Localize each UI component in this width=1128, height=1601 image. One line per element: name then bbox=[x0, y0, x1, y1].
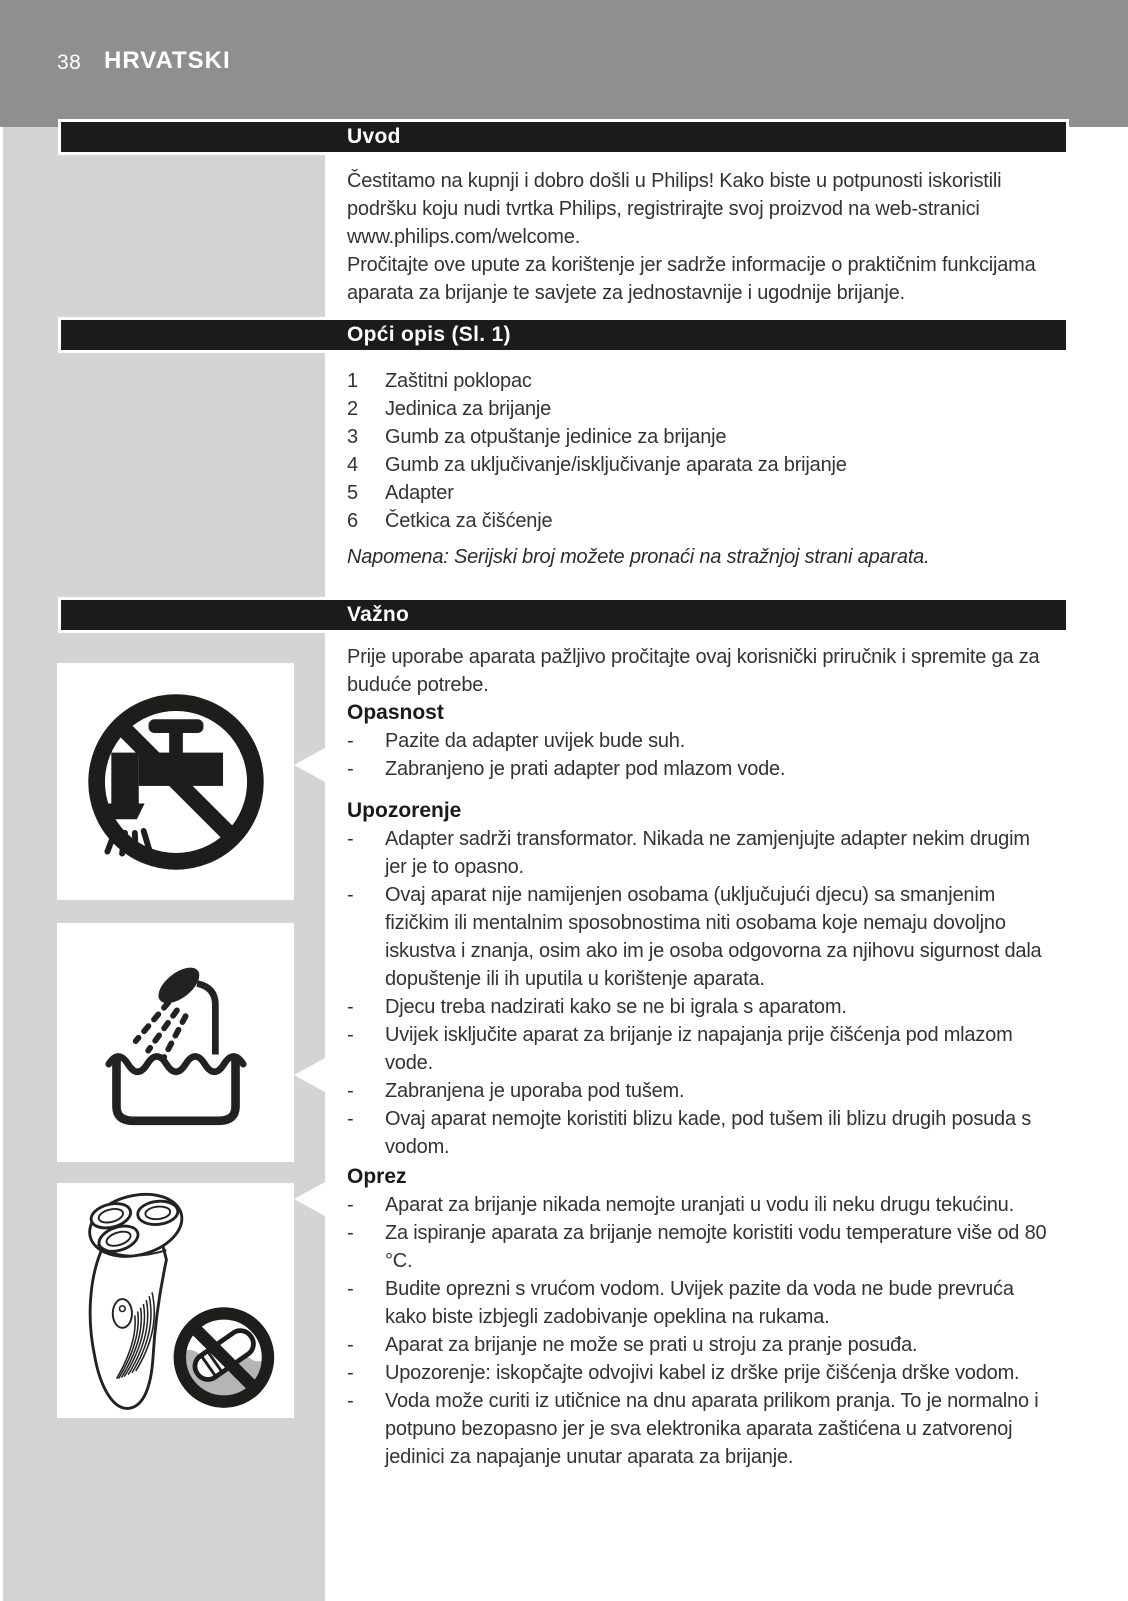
bullet-item bbox=[347, 825, 1050, 881]
item-number: 6 bbox=[347, 510, 358, 532]
section-header-opci-opis bbox=[58, 317, 1069, 353]
subsection-heading-opasnost: Opasnost bbox=[347, 701, 444, 724]
bullet-item bbox=[347, 1219, 1050, 1275]
bullet-text: Uvijek isključite aparat za brijanje iz napajanja prije čišćenja pod mlazom vode. bbox=[385, 1024, 1013, 1074]
bullet-text: Pazite da adapter uvijek bude suh. bbox=[385, 730, 686, 752]
intro-paragraph bbox=[347, 167, 1050, 307]
subsection-heading-oprez: Oprez bbox=[347, 1165, 407, 1188]
list-item bbox=[347, 451, 1050, 479]
bullet-text: Ovaj aparat nemojte koristiti blizu kade, pod tušem ili blizu drugih posuda s vodom. bbox=[385, 1108, 1032, 1158]
bullet-dash: - bbox=[347, 758, 354, 780]
bullet-dash: - bbox=[347, 730, 354, 752]
bullet-dash: - bbox=[347, 1024, 354, 1046]
bullet-text: Za ispiranje aparata za brijanje nemojte koristiti vodu temperature više od 80 °C. bbox=[385, 1222, 1047, 1272]
vazno-intro-paragraph: Prije uporabe aparata pažljivo pročitajte ovaj korisnički priručnik i spremite ga za buduće potrebe. bbox=[347, 646, 1040, 696]
bullet-dash: - bbox=[347, 996, 354, 1018]
bullet-dash: - bbox=[347, 1390, 354, 1412]
bullet-text: Adapter sadrži transformator. Nikada ne zamjenjujte adapter nekim drugim jer je to opasno. bbox=[385, 828, 1030, 878]
item-number: 1 bbox=[347, 370, 358, 392]
bullet-text: Ovaj aparat nije namijenjen osobama (uključujući djecu) sa smanjenim fizičkim ili mentalnim sposobnostima niti osobama koje nemaju dovoljno iskustva i znanja, osim ako im je osoba odgovorna za njihovu sigurnost dala dopuštenje ili ih uputila u korištenje aparata. bbox=[385, 884, 1042, 990]
item-text: Gumb za uključivanje/isključivanje aparata za brijanje bbox=[385, 454, 847, 476]
opasnost-bullet-list bbox=[347, 727, 1050, 783]
bullet-item bbox=[347, 727, 1050, 755]
bullet-text: Zabranjeno je prati adapter pod mlazom vode. bbox=[385, 758, 786, 780]
bullet-item bbox=[347, 1191, 1050, 1219]
item-text: Adapter bbox=[385, 482, 454, 504]
bullet-text: Aparat za brijanje ne može se prati u stroju za pranje posuđa. bbox=[385, 1334, 918, 1356]
bullet-text: Aparat za brijanje nikada nemojte uranjati u vodu ili neku drugu tekućinu. bbox=[385, 1194, 1014, 1216]
subsection-heading-upozorenje: Upozorenje bbox=[347, 799, 462, 822]
bullet-text: Zabranjena je uporaba pod tušem. bbox=[385, 1080, 685, 1102]
paragraph-line: Čestitamo na kupnji i dobro došli u Philips! Kako biste u potpunosti iskoristili podršku koju nudi tvrtka Philips, registrirajte svoj proizvod na web-stranici www.philips.com/welcome. bbox=[347, 170, 1002, 248]
bullet-item bbox=[347, 881, 1050, 993]
serial-number-note: Napomena: Serijski broj možete pronaći na stražnjoj strani aparata. bbox=[347, 546, 930, 568]
bullet-item bbox=[347, 1359, 1050, 1387]
content-column bbox=[58, 119, 1069, 1471]
list-item bbox=[347, 367, 1050, 395]
bullet-dash: - bbox=[347, 1362, 354, 1384]
section-title: Važno bbox=[347, 603, 410, 626]
paragraph-line: Pročitajte ove upute za korištenje jer sadrže informacije o praktičnim funkcijama aparata za brijanje te savjete za jednostavnije i ugodnije brijanje. bbox=[347, 254, 1036, 304]
list-item bbox=[347, 395, 1050, 423]
bullet-dash: - bbox=[347, 1222, 354, 1244]
page-title: HRVATSKI bbox=[104, 47, 231, 74]
oprez-bullet-list bbox=[347, 1191, 1050, 1471]
bullet-dash: - bbox=[347, 1108, 354, 1130]
bullet-dash: - bbox=[347, 1334, 354, 1356]
upozorenje-bullet-list bbox=[347, 825, 1050, 1161]
section-header-uvod bbox=[58, 119, 1069, 155]
bullet-item bbox=[347, 993, 1050, 1021]
parts-list bbox=[347, 367, 1050, 535]
page-number: 38 bbox=[57, 51, 82, 74]
bullet-text: Upozorenje: iskopčajte odvojivi kabel iz drške prije čišćenja drške vodom. bbox=[385, 1362, 1020, 1384]
list-item bbox=[347, 423, 1050, 451]
section-title: Opći opis (Sl. 1) bbox=[347, 323, 511, 346]
item-text: Gumb za otpuštanje jedinice za brijanje bbox=[385, 426, 727, 448]
list-item bbox=[347, 479, 1050, 507]
bullet-dash: - bbox=[347, 884, 354, 906]
bullet-dash: - bbox=[347, 1080, 354, 1102]
item-text: Zaštitni poklopac bbox=[385, 370, 532, 392]
page-header-band bbox=[0, 0, 1128, 127]
bullet-item bbox=[347, 1275, 1050, 1331]
bullet-text: Voda može curiti iz utičnice na dnu aparata prilikom pranja. To je normalno i potpuno bezopasno jer je sva elektronika aparata zaštićena u zatvorenoj jedinici za napajanje unutar aparata za brijanje. bbox=[385, 1390, 1039, 1468]
bullet-dash: - bbox=[347, 1278, 354, 1300]
bullet-dash: - bbox=[347, 1194, 354, 1216]
bullet-dash: - bbox=[347, 828, 354, 850]
bullet-item bbox=[347, 1077, 1050, 1105]
bullet-text: Djecu treba nadzirati kako se ne bi igrala s aparatom. bbox=[385, 996, 847, 1018]
bullet-item bbox=[347, 1105, 1050, 1161]
item-number: 2 bbox=[347, 398, 358, 420]
item-text: Jedinica za brijanje bbox=[385, 398, 552, 420]
item-number: 5 bbox=[347, 482, 358, 504]
list-item bbox=[347, 507, 1050, 535]
item-number: 3 bbox=[347, 426, 358, 448]
section-title: Uvod bbox=[347, 125, 401, 148]
item-text: Četkica za čišćenje bbox=[385, 510, 553, 532]
bullet-item bbox=[347, 1331, 1050, 1359]
bullet-item bbox=[347, 1021, 1050, 1077]
section-header-vazno bbox=[58, 597, 1069, 633]
bullet-text: Budite oprezni s vrućom vodom. Uvijek pazite da voda ne bude prevruća kako biste izbjegli zadobivanje opeklina na rukama. bbox=[385, 1278, 1014, 1328]
bullet-item bbox=[347, 755, 1050, 783]
item-number: 4 bbox=[347, 454, 358, 476]
bullet-item bbox=[347, 1387, 1050, 1471]
